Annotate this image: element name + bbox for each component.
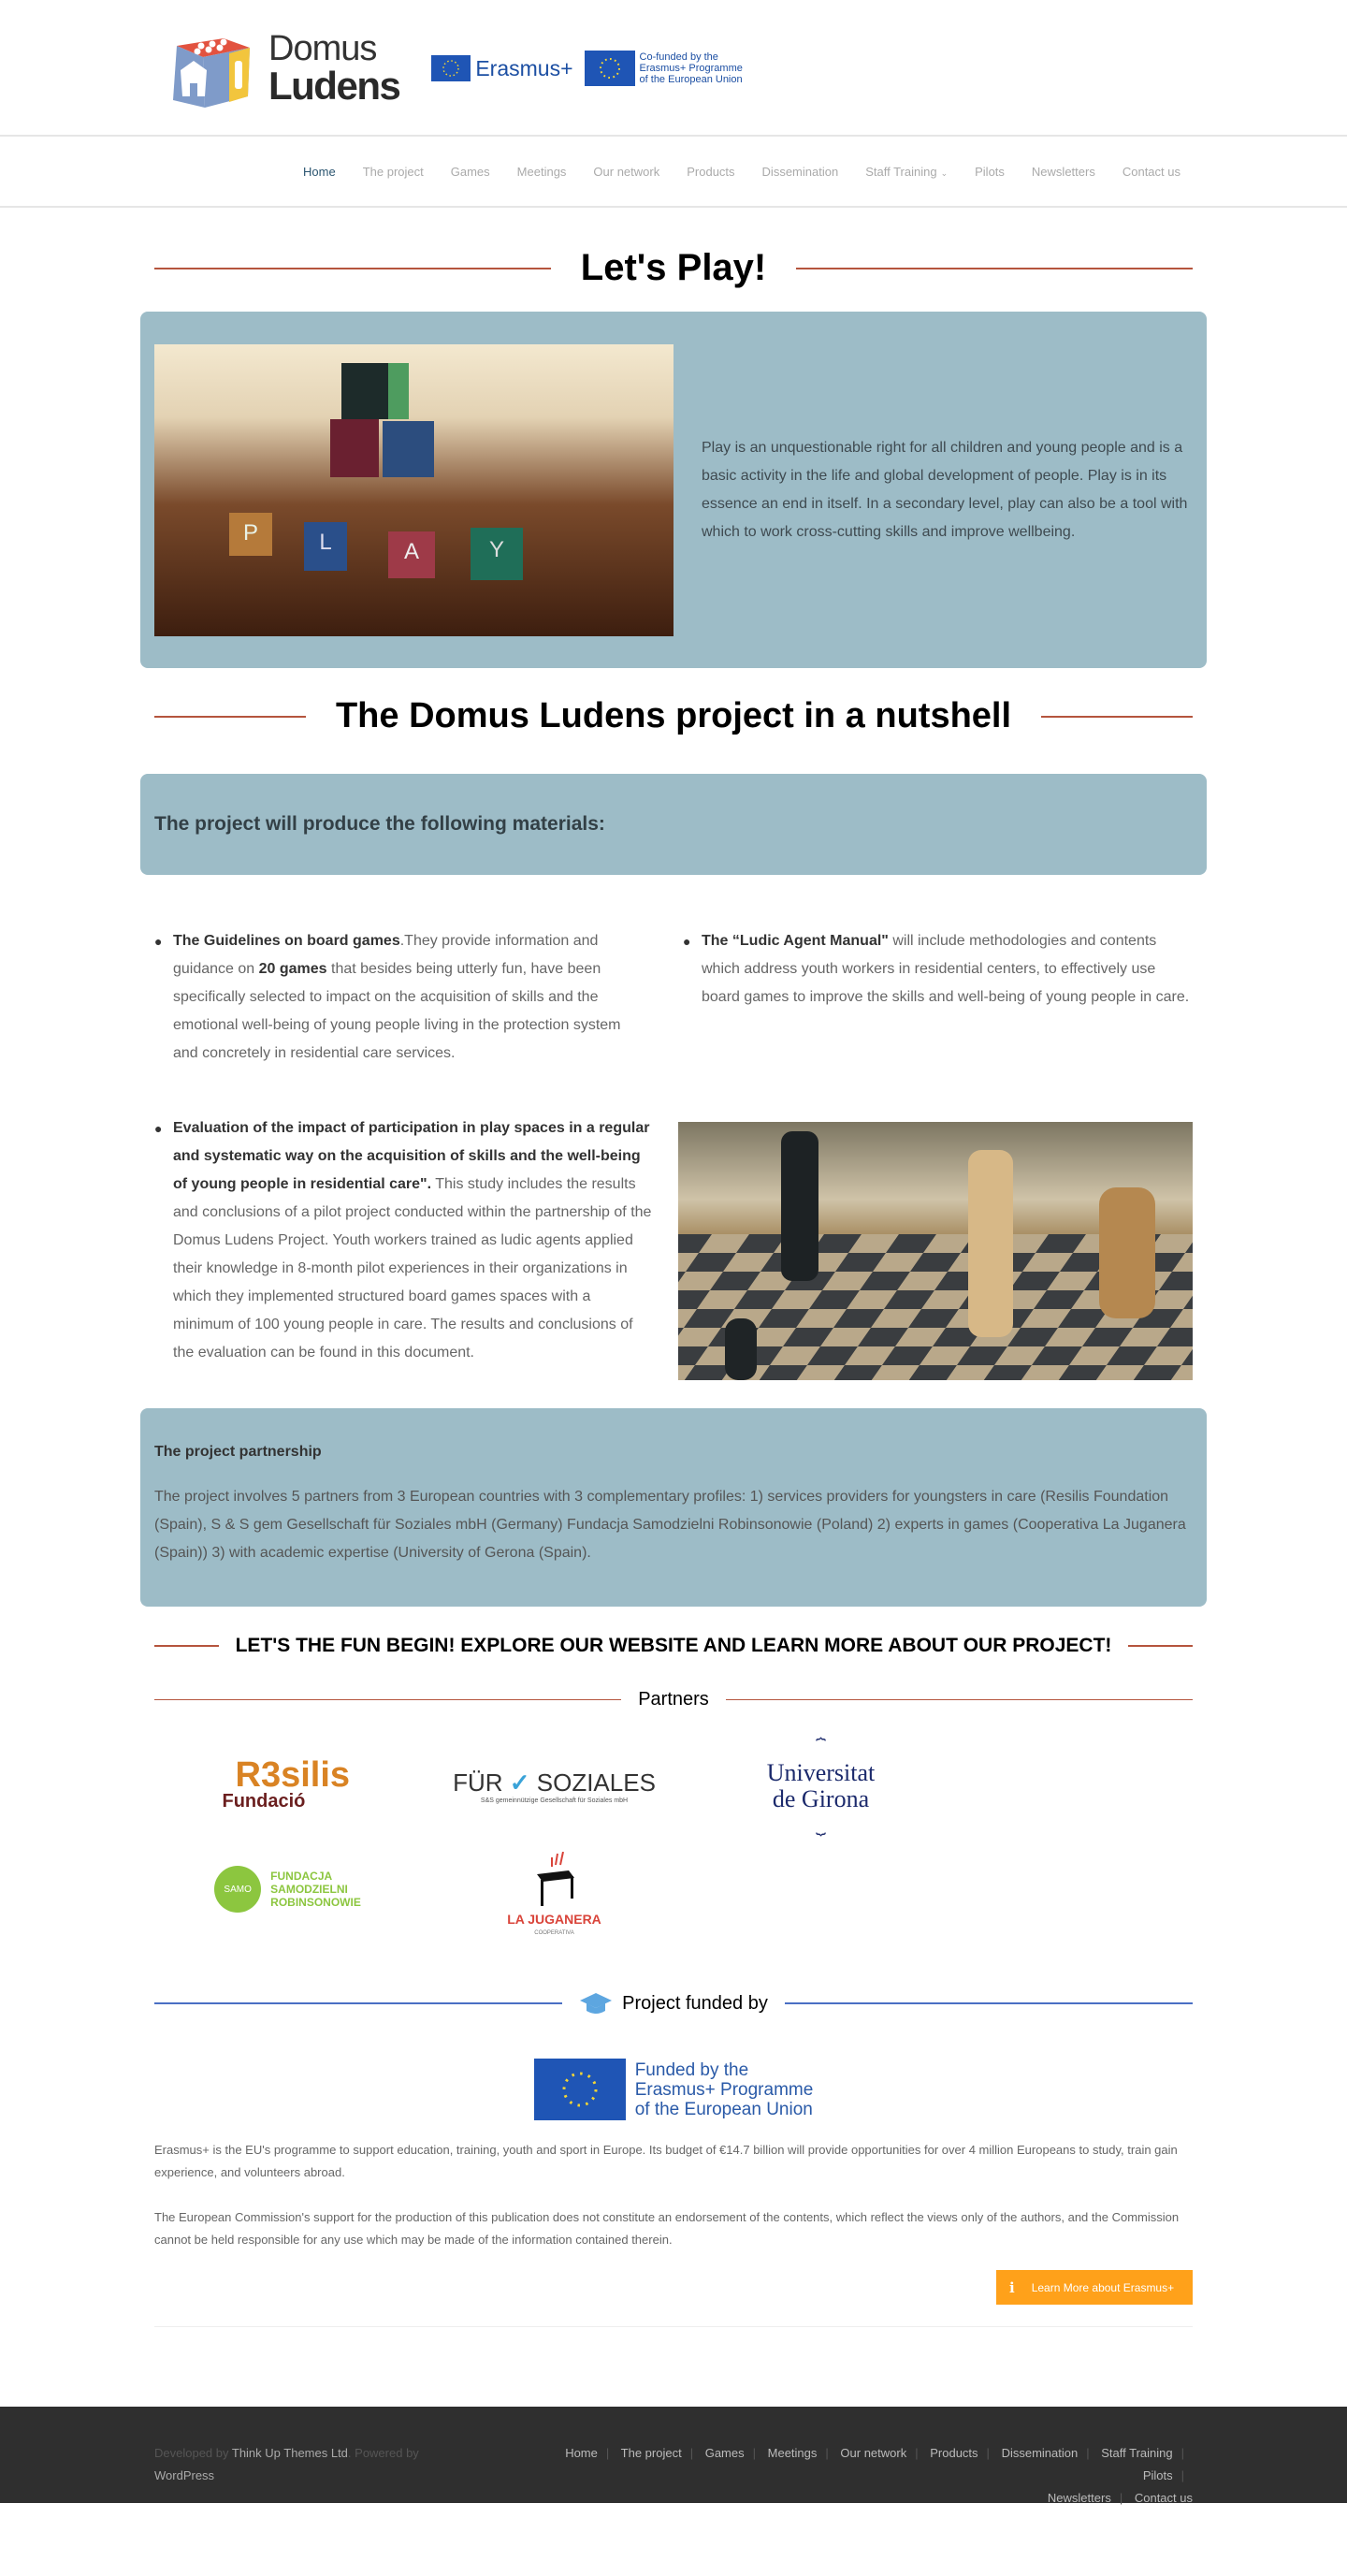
- materials-panel: [140, 774, 1207, 875]
- list-item-evaluation: ● Evaluation of the impact of participation in play spaces in a regular and systematic way on the acquisition of skills and the well-being of young people in residential care". This study includes the results and conclusions of a pilot project conducted within the partnership of the Domus Ludens Project. Youth workers trained as ludic agents applied their knowledge in 8-month pilot experiences in their organizations in which they implemented structured board games spaces with a minimum of 100 young people in care. The results and conclusions of the evaluation can be found in this document.: [154, 1114, 655, 1367]
- footer-link-dissemination[interactable]: Dissemination: [1001, 2446, 1079, 2460]
- wordpress-link[interactable]: WordPress: [154, 2468, 215, 2482]
- partners-heading: [140, 1689, 1207, 1710]
- bullet-icon: ●: [154, 934, 163, 949]
- evaluation-row: [140, 1114, 1207, 1380]
- divider-line: [154, 1699, 621, 1701]
- logo-word-ludens: Ludens: [268, 64, 400, 108]
- chevron-down-icon: ⌄: [940, 167, 949, 178]
- partnership-panel: [140, 1408, 1207, 1607]
- nav-item-products[interactable]: Products: [687, 164, 735, 179]
- nav-item-the-project[interactable]: The project: [362, 164, 424, 179]
- partner-logo-la-juganera[interactable]: LA JUGANERA COOPERATIVA: [421, 1838, 688, 1950]
- footer-credit: Developed by Think Up Themes Ltd. Powered by WordPress: [154, 2446, 419, 2482]
- footer-link-staff-training[interactable]: Staff Training: [1101, 2446, 1173, 2460]
- section-title: Let's Play!: [580, 247, 767, 288]
- info-icon: i: [1009, 2278, 1015, 2296]
- table-icon: [531, 1852, 578, 1908]
- eu-flag-icon: [431, 55, 471, 81]
- partner-logo-samodzielni-robinsonowie[interactable]: SAMO FUNDACJA SAMODZIELNI ROBINSONOWIE: [154, 1838, 421, 1941]
- site-header: [0, 0, 1347, 137]
- partner-logos: [140, 1735, 1207, 1950]
- materials-list: [140, 927, 1207, 1068]
- graduation-cap-icon: [579, 1991, 613, 2016]
- funded-heading: [140, 1991, 1207, 2016]
- footer-link-our-network[interactable]: Our network: [840, 2446, 907, 2460]
- dice-house-icon: [164, 25, 261, 111]
- partnership-text: The project involves 5 partners from 3 European countries with 3 complementary profiles: 1) services providers for youngsters in care (Resilis Foundation (Spain), S & S gem Gesellschaft für Soziales mbH (Germany) Fundacja Samodzielni Robinsonowie (Poland) 2) experts in games (Cooperativa La Juganera (Spain)) 3) with academic expertise (University of Gerona (Spain).: [154, 1489, 1186, 1561]
- chess-image: [678, 1122, 1193, 1380]
- eu-flag-icon: [534, 2059, 626, 2120]
- developer-link[interactable]: Think Up Themes Ltd: [231, 2446, 348, 2460]
- footer-nav: Home | The project | Games | Meetings | Our network | Products | Dissemination | Staff Training | Pilots | Newsletters | Contact us: [565, 2446, 1193, 2505]
- list-item-ludic-agent-manual: ● The “Ludic Agent Manual" will include methodologies and contents which address youth workers in residential centers, to effectively use board games to improve the skills and well-being of young people in care.: [683, 927, 1193, 1011]
- cta-heading: [140, 1635, 1207, 1657]
- cofunded-label: Co-funded by the Erasmus+ Programme of the European Union: [639, 51, 743, 85]
- divider-line: [154, 1645, 219, 1647]
- divider-line: [154, 2326, 1193, 2327]
- nav-item-home[interactable]: Home: [303, 164, 336, 179]
- footer-link-meetings[interactable]: Meetings: [767, 2446, 818, 2460]
- main-content: [140, 247, 1207, 2327]
- main-nav: [0, 137, 1347, 208]
- bullet-icon: ●: [683, 934, 691, 949]
- nav-item-meetings[interactable]: Meetings: [516, 164, 567, 179]
- footer-link-games[interactable]: Games: [704, 2446, 745, 2460]
- disclaimer-text: The European Commission's support for the production of this publication does not constitute an endorsement of the contents, which reflect the views only of the authors, and the Commission cannot be held responsible for any use which may be made of the information contained therein.: [154, 2210, 1180, 2247]
- divider-line: [154, 716, 306, 718]
- bullet-icon: ●: [154, 1121, 163, 1136]
- footer-link-home[interactable]: Home: [565, 2446, 598, 2460]
- nutshell-heading: [140, 696, 1207, 736]
- divider-line: [154, 268, 551, 269]
- partners-title: Partners: [638, 1689, 709, 1710]
- divider-line: [785, 2002, 1193, 2004]
- lets-play-heading: [140, 247, 1207, 289]
- cta-title: LET'S THE FUN BEGIN! EXPLORE OUR WEBSITE AND LEARN MORE ABOUT OUR PROJECT!: [235, 1635, 1112, 1656]
- divider-line: [1128, 1645, 1193, 1647]
- footer-link-the-project[interactable]: The project: [620, 2446, 682, 2460]
- erasmus-description: Erasmus+ is the EU's programme to support education, training, youth and sport in Europe. Its budget of €14.7 billion will provide opportunities for over 4 million Europeans to study, train gain experience, and volunteers abroad.: [154, 2143, 1178, 2179]
- list-item-guidelines: ● The Guidelines on board games.They provide information and guidance on 20 games that besides being utterly fun, have been specifically selected to impact on the acquisition of skills and the emotional well-being of young people living in the protection system and concretely in residential care services.: [154, 927, 641, 1068]
- nav-item-staff-training[interactable]: Staff Training ⌄: [865, 164, 949, 179]
- eu-flag-icon: [585, 51, 635, 86]
- partner-logo-fur-soziales[interactable]: FÜR ✓ SOZIALES S&S gemeinnützige Gesellschaft für Soziales mbH: [453, 1768, 656, 1804]
- partner-logo-resilis[interactable]: R3silis Fundació: [222, 1755, 351, 1812]
- nav-item-pilots[interactable]: Pilots: [975, 164, 1005, 179]
- footer-link-products[interactable]: Products: [930, 2446, 978, 2460]
- learn-more-erasmus-button[interactable]: i Learn More about Erasmus+: [996, 2270, 1193, 2305]
- nav-item-dissemination[interactable]: Dissemination: [761, 164, 839, 179]
- site-footer: [0, 2407, 1347, 2503]
- nav-item-games[interactable]: Games: [450, 164, 490, 179]
- nav-item-our-network[interactable]: Our network: [593, 164, 660, 179]
- section-title: The Domus Ludens project in a nutshell: [335, 696, 1012, 735]
- funded-by-eu-logo: Funded by the Erasmus+ Programme of the European Union: [140, 2059, 1207, 2120]
- hero-description: Play is an unquestionable right for all children and young people and is a basic activity in the life and global development of people. Play is in its essence an end in itself. In a secondary level, play can also be a tool with which to work cross-cutting skills and improve wellbeing.: [702, 439, 1188, 540]
- footer-link-contact-us[interactable]: Contact us: [1134, 2491, 1193, 2505]
- nav-item-newsletters[interactable]: Newsletters: [1031, 164, 1095, 179]
- divider-line: [1041, 716, 1193, 718]
- footer-link-pilots[interactable]: Pilots: [1142, 2468, 1173, 2482]
- partner-logo-universitat-girona[interactable]: ⏞ Universitat de Girona ⏟: [766, 1738, 876, 1835]
- hero-panel: [140, 312, 1207, 668]
- materials-heading: The project will produce the following materials:: [154, 813, 605, 835]
- erasmus-plus-label: Erasmus+: [475, 55, 573, 80]
- logo-word-domus: Domus: [268, 29, 377, 68]
- play-blocks-image: P L A Y: [154, 344, 674, 636]
- partnership-heading: The project partnership: [154, 1444, 322, 1460]
- divider-line: [796, 268, 1193, 269]
- footer-link-newsletters[interactable]: Newsletters: [1047, 2491, 1111, 2505]
- funded-title: Project funded by: [622, 1992, 768, 2014]
- divider-line: [726, 1699, 1193, 1701]
- nav-item-contact-us[interactable]: Contact us: [1122, 164, 1180, 179]
- checkmark-icon: ✓: [509, 1768, 530, 1797]
- divider-line: [154, 2002, 562, 2004]
- domus-ludens-logo[interactable]: [164, 25, 399, 111]
